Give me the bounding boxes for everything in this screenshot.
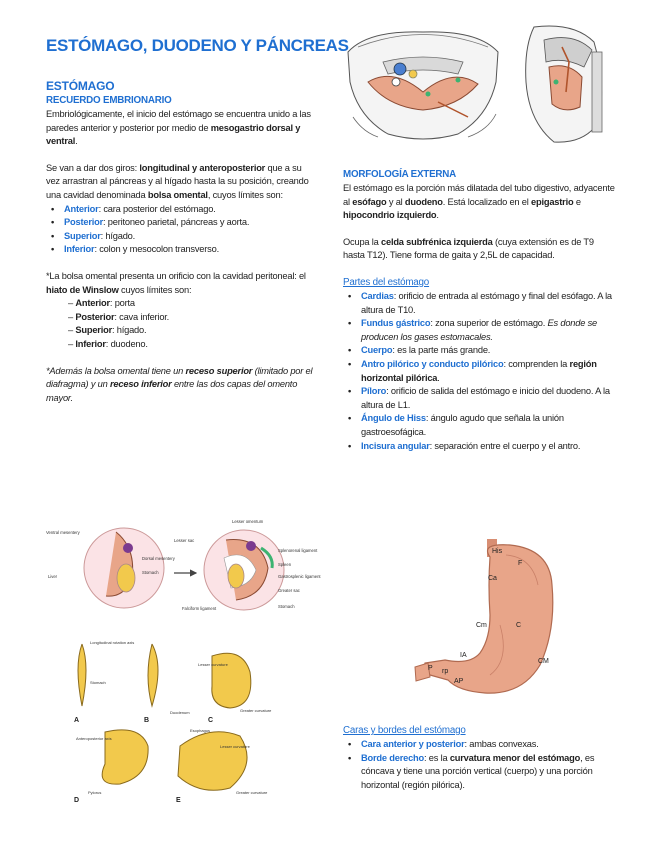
embryology-diagram: [46, 518, 321, 618]
label-lesser-sac: Lesser sac: [174, 538, 195, 543]
list-item: – Superior: hígado.: [68, 324, 316, 338]
page-title: ESTÓMAGO, DUODENO Y PÁNCREAS: [46, 36, 349, 55]
paragraph-embrio: Embriológicamente, el inicio del estómago se encuentra unido a las paredes anterior y posterior por medio de mesogastrio dorsal y ventral.: [46, 109, 311, 147]
label-greater-curvature-e: Greater curvature: [236, 790, 268, 795]
list-item: • Píloro: orificio de salida del estómago e inicio del duodeno. A la altura de L1.: [361, 385, 615, 412]
label-lesser-curvature-e: Lesser curvature: [220, 744, 250, 749]
label-falciform-ligament: Falciform ligament: [182, 606, 217, 611]
subheading-caras: Caras y bordes del estómago: [343, 725, 466, 736]
list-item: • Anterior: cara posterior del estómago.: [64, 203, 316, 217]
label-c: C: [516, 622, 522, 629]
label-anteroposterior-axis: Anteroposterior axis: [76, 736, 112, 741]
label-stomach: Stomach: [142, 570, 159, 575]
label-liver: Liver: [48, 574, 58, 579]
label-duodenum: Duodenum: [170, 710, 190, 715]
list-item: – Inferior: duodeno.: [68, 338, 316, 352]
list-item: • Borde derecho: es la curvatura menor del estómago, es cóncava y tiene una porción vertical (cuerpo) y una porción horizontal (región pilórica).: [361, 752, 615, 793]
label-ventral-mesentery: Ventral mesentery: [46, 530, 80, 535]
winslow-list: [46, 297, 316, 351]
label-greater-curvature: Greater curvature: [240, 708, 272, 713]
list-item: • Superior: hígado.: [64, 230, 316, 244]
list-item: • Ángulo de Hiss: ángulo agudo que señala la unión gastroesofágica.: [361, 412, 615, 439]
list-item: – Posterior: cava inferior.: [68, 311, 316, 325]
paragraph-celda: Ocupa la celda subfrénica izquierda (cuya extensión es de T9 hasta T12). Tiene forma de gaita y 2,5L de capacidad.: [343, 236, 594, 261]
label-gastrosplenic-ligament: Gastrosplenic ligament: [278, 574, 321, 579]
paragraph-giros: Se van a dar dos giros: longitudinal y anteroposterior que a su vez arrastran al páncreas y al hígado hasta la su posición, creando una cavidad denominada bolsa omental, cuyos límites son:: [46, 162, 309, 200]
label-cm: Cm: [476, 622, 487, 629]
left-column: [46, 78, 316, 405]
list-item: • Cardias: orificio de entrada al estómago y final del esófago. A la altura de T10.: [361, 290, 615, 317]
label-letter-e: E: [176, 797, 181, 804]
list-item: • Cuerpo: es la parte más grande.: [361, 344, 615, 358]
label-f: F: [518, 560, 523, 567]
limits-list: [46, 203, 316, 257]
list-item: • Inferior: colon y mesocolon transverso.: [64, 243, 316, 257]
label-ca: Ca: [488, 575, 497, 582]
label-stomach-rot: Stomach: [90, 680, 106, 685]
label-letter-a: A: [74, 717, 80, 724]
label-pylorus: Pylorus: [88, 790, 102, 795]
label-cm-upper: CM: [538, 658, 549, 665]
paragraph-recesos: *Además la bolsa omental tiene un receso superior (limitado por el diafragma) y un receso inferior entre las dos capas del omento mayor.: [46, 365, 313, 403]
caras-list: [343, 738, 615, 792]
label-splenorenal-ligament: Splenorenal ligament: [278, 548, 318, 553]
label-rp: rp: [442, 668, 449, 675]
list-item: – Anterior: porta: [68, 297, 316, 311]
paragraph-morfologia: El estómago es la porción más dilatada del tubo digestivo, adyacente al esófago y al duodeno. Está localizado en el epigastrio e hipocondrio izquierdo.: [343, 183, 615, 221]
subheading-partes: Partes del estómago: [343, 276, 430, 288]
label-longitudinal-axis: Longitudinal rotation axis: [90, 640, 135, 645]
label-letter-d: D: [74, 797, 80, 804]
caras-section: [343, 724, 615, 792]
anatomy-cross-section-figure: [338, 22, 508, 146]
label-letter-b: B: [144, 717, 150, 724]
label-spleen: Spleen: [278, 562, 292, 567]
stomach-rotation-diagram: [60, 636, 280, 806]
subheading-morfologia: MORFOLOGÍA EXTERNA: [343, 169, 457, 180]
subheading-recuerdo: RECUERDO EMBRIONARIO: [46, 95, 172, 106]
list-item: • Cara anterior y posterior: ambas convexas.: [361, 738, 615, 752]
label-greater-sac: Greater sac: [278, 588, 300, 593]
label-p: P: [428, 665, 433, 672]
label-his: His: [492, 548, 503, 555]
label-stomach-2: Stomach: [278, 604, 295, 609]
label-ap: AP: [454, 678, 464, 685]
label-dorsal-mesentery: Dorsal mesentery: [142, 556, 175, 561]
label-esophagus: Esophagus: [190, 728, 211, 733]
right-column: [343, 168, 615, 453]
label-letter-c: C: [208, 717, 214, 724]
list-item: • Incisura angular: separación entre el cuerpo y el antro.: [361, 440, 615, 454]
label-ia: IA: [460, 652, 467, 659]
paragraph-winslow: *La bolsa omental presenta un orificio con la cavidad peritoneal: el hiato de Winslow cuyos límites son:: [46, 270, 306, 295]
label-lesser-omentum: Lesser omentum: [232, 519, 264, 524]
anatomy-sagittal-figure: [514, 22, 614, 146]
list-item: • Fundus gástrico: zona superior de estómago. Es donde se producen los gases estomacales.: [361, 317, 615, 344]
list-item: • Posterior: peritoneo parietal, páncreas y aorta.: [64, 216, 316, 230]
section-heading-estomago: ESTÓMAGO: [46, 79, 115, 93]
label-lesser-curvature: Lesser curvature: [198, 662, 228, 667]
list-item: • Antro pilórico y conducto pilórico: comprenden la región horizontal pilórica.: [361, 358, 615, 385]
parts-list: [343, 290, 615, 453]
stomach-anatomy-figure: [410, 535, 580, 707]
